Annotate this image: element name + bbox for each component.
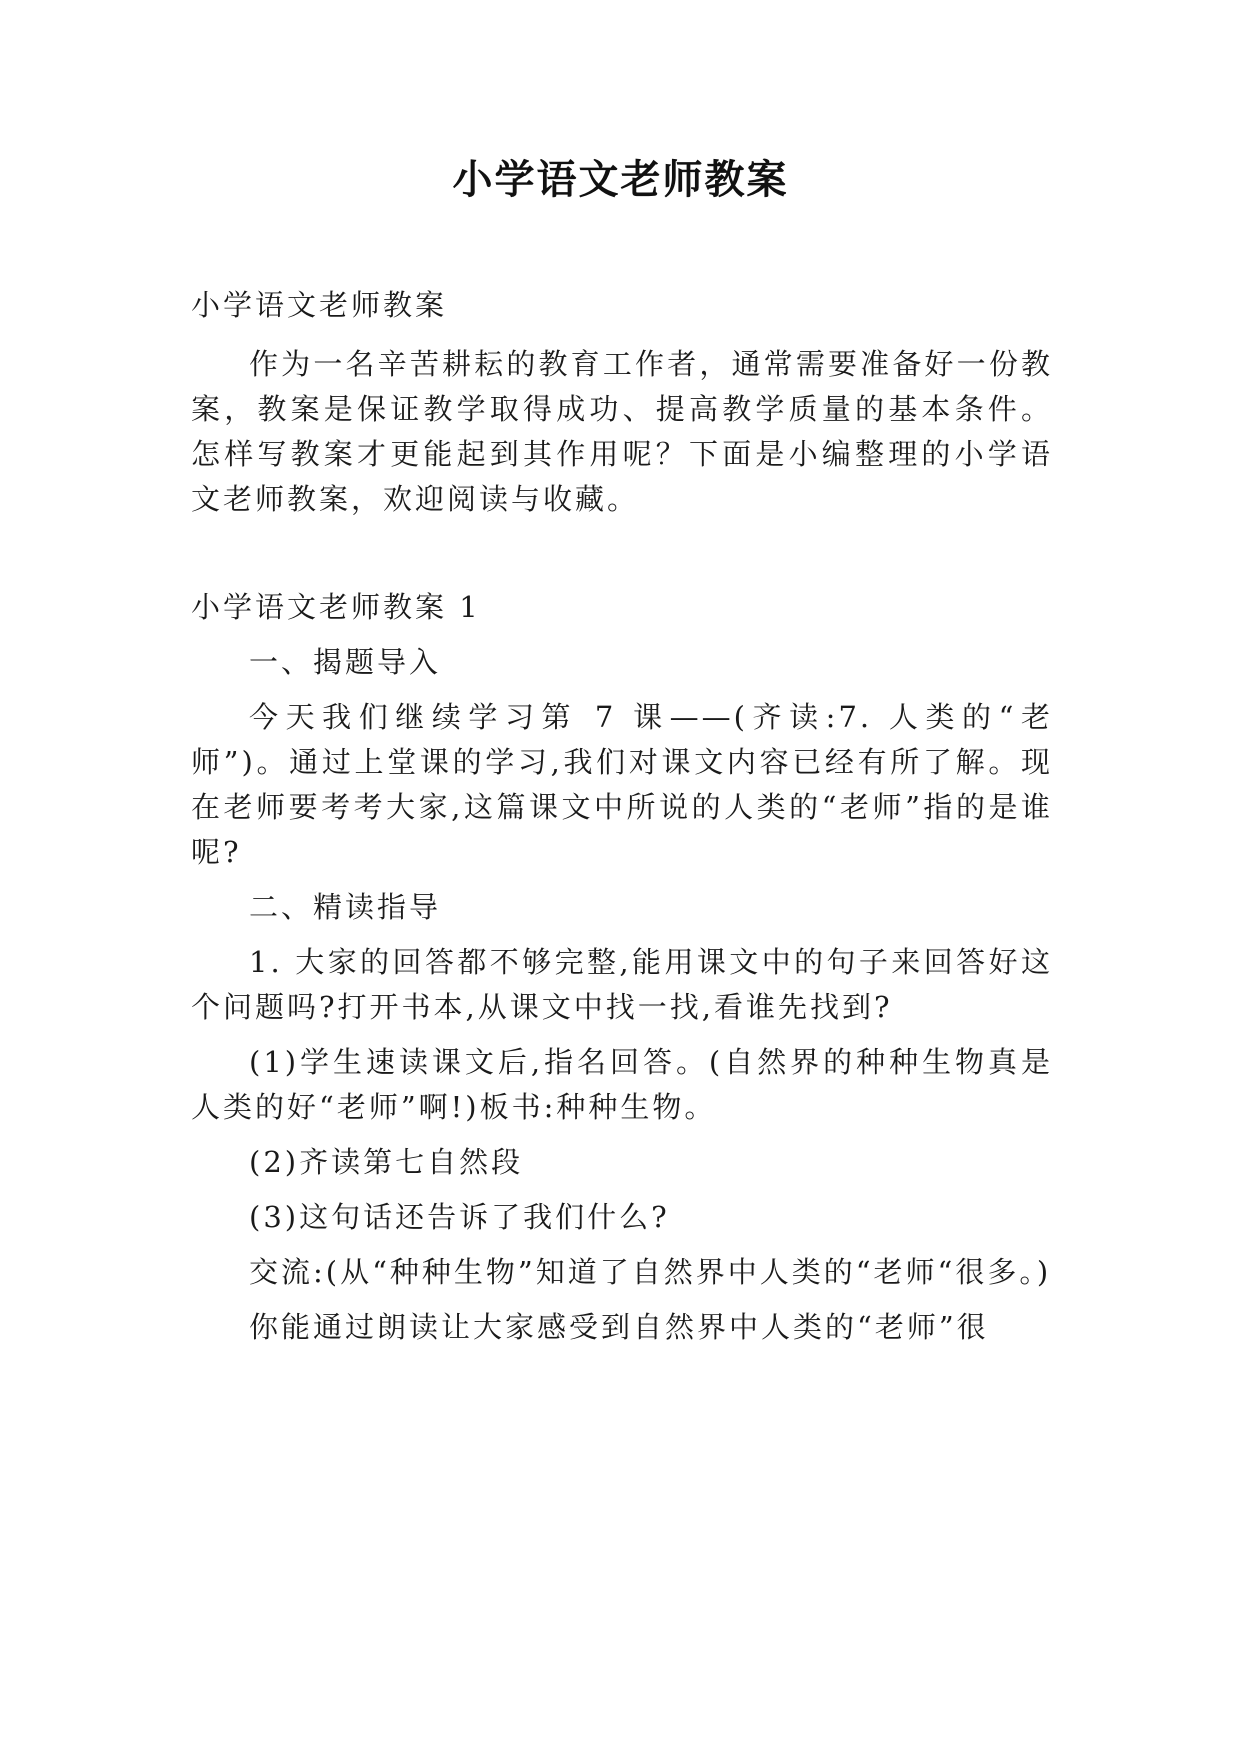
- spacer: [191, 522, 1053, 585]
- paragraph: (3)这句话还告诉了我们什么?: [249, 1200, 670, 1234]
- paragraph: (1)学生速读课文后,指名回答。(自然界的种种生物真是人类的好“老师”啊!)板书:种种生物。: [191, 1045, 1053, 1124]
- document-title: 小学语文老师教案: [452, 157, 789, 203]
- heading-close-reading: 二、精读指导: [249, 890, 442, 924]
- intro-paragraph: 作为一名辛苦耕耘的教育工作者，通常需要准备好一份教案，教案是保证教学取得成功、提高教学质量的基本条件。怎样写教案才更能起到其作用呢？下面是小编整理的小学语文老师教案，欢迎阅读与收藏。: [191, 347, 1053, 516]
- paragraph: (2)齐读第七自然段: [249, 1145, 524, 1179]
- paragraph: 1. 大家的回答都不够完整,能用课文中的句子来回答好这个问题吗?打开书本,从课文中找一找,看谁先找到?: [191, 945, 1053, 1024]
- paragraph: 今天我们继续学习第 7 课——(齐读:7. 人类的“老师”)。通过上堂课的学习,我们对课文内容已经有所了解。现在老师要考考大家,这篇课文中所说的人类的“老师”指的是谁呢?: [191, 700, 1053, 869]
- subtitle: 小学语文老师教案: [191, 288, 448, 322]
- paragraph: 交流:(从“种种生物”知道了自然界中人类的“老师“很多。): [249, 1255, 1052, 1289]
- heading-introduction: 一、揭题导入: [249, 645, 442, 679]
- paragraph: 你能通过朗读让大家感受到自然界中人类的“老师”很: [249, 1310, 989, 1344]
- document-body: [191, 283, 1053, 1350]
- spacer: [191, 328, 1053, 342]
- section-title: 小学语文老师教案 1: [191, 590, 481, 624]
